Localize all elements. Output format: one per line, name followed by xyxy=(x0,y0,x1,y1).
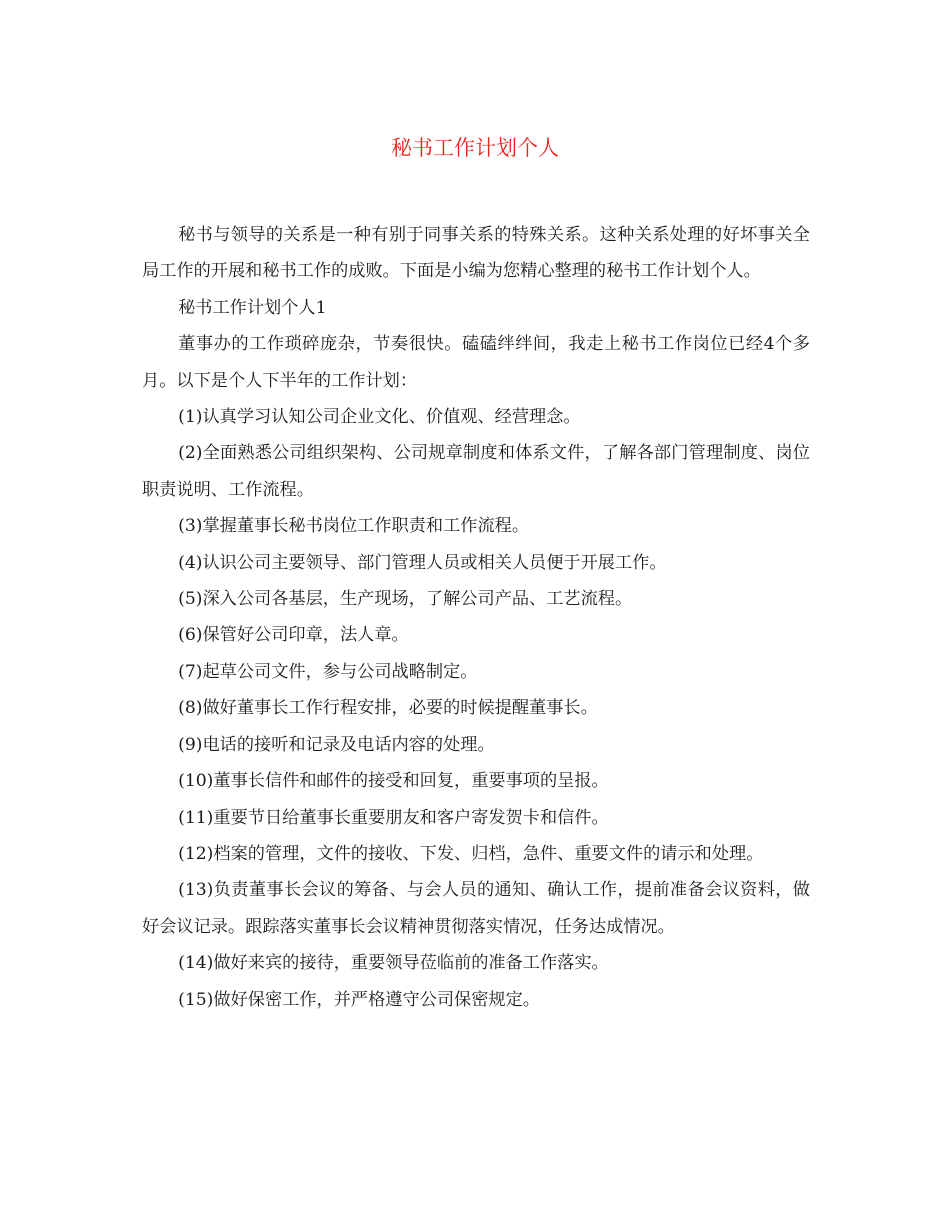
plan-item-8: (8)做好董事长工作行程安排，必要的时候提醒董事长。 xyxy=(178,698,598,719)
plan-item-9: (9)电话的接听和记录及电话内容的处理。 xyxy=(178,734,495,755)
plan-item-13: (13)负责董事长会议的筹备、与会人员的通知、确认工作，提前准备会议资料，做好会议记录。跟踪落实董事长会议精神贯彻落实情况，任务达成情况。 xyxy=(142,880,810,937)
section-intro-paragraph: 董事办的工作琐碎庞杂，节奏很快。磕磕绊绊间，我走上秘书工作岗位已经4个多月。以下是个人下半年的工作计划： xyxy=(142,334,810,391)
page-title: 秘书工作计划个人 xyxy=(391,136,559,160)
plan-item-7: (7)起草公司文件，参与公司战略制定。 xyxy=(178,661,478,682)
plan-item-2: (2)全面熟悉公司组织架构、公司规章制度和体系文件，了解各部门管理制度、岗位职责说明、工作流程。 xyxy=(142,443,810,500)
plan-item-15: (15)做好保密工作，并严格遵守公司保密规定。 xyxy=(178,989,540,1010)
plan-item-1: (1)认真学习认知公司企业文化、价值观、经营理念。 xyxy=(178,407,581,428)
plan-item-4: (4)认识公司主要领导、部门管理人员或相关人员便于开展工作。 xyxy=(178,552,667,573)
document-body xyxy=(142,217,810,1018)
section-heading: 秘书工作计划个人1 xyxy=(178,297,327,318)
plan-item-11: (11)重要节日给董事长重要朋友和客户寄发贺卡和信件。 xyxy=(178,807,609,828)
plan-item-5: (5)深入公司各基层，生产现场，了解公司产品、工艺流程。 xyxy=(178,589,633,610)
plan-item-10: (10)董事长信件和邮件的接受和回复，重要事项的呈报。 xyxy=(178,771,609,792)
plan-item-6: (6)保管好公司印章，法人章。 xyxy=(178,625,409,646)
plan-item-3: (3)掌握董事长秘书岗位工作职责和工作流程。 xyxy=(178,516,530,537)
plan-item-14: (14)做好来宾的接待，重要领导莅临前的准备工作落实。 xyxy=(178,953,609,974)
intro-paragraph: 秘书与领导的关系是一种有别于同事关系的特殊关系。这种关系处理的好坏事关全局工作的开展和秘书工作的成败。下面是小编为您精心整理的秘书工作计划个人。 xyxy=(142,225,810,282)
plan-item-12: (12)档案的管理，文件的接收、下发、归档，急件、重要文件的请示和处理。 xyxy=(178,843,764,864)
